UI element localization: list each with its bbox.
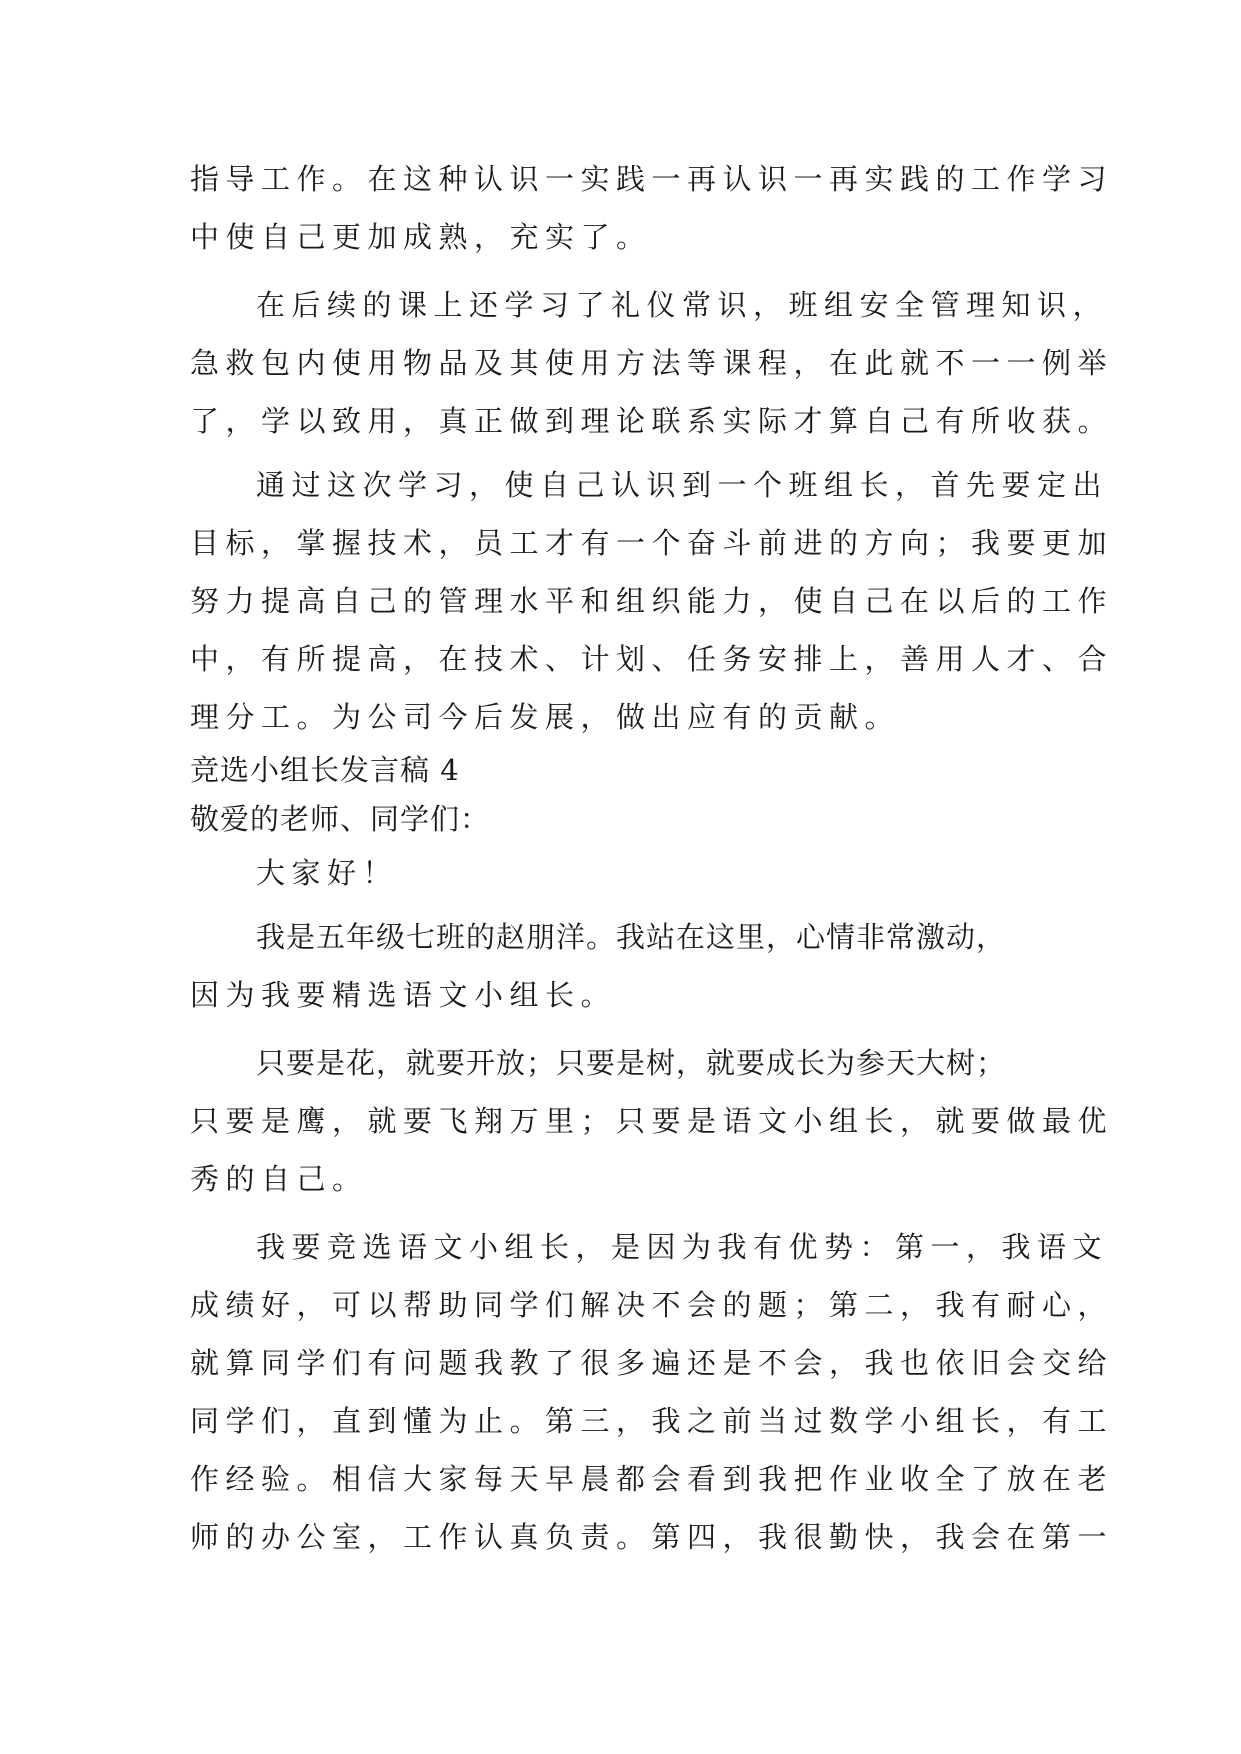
salutation: 敬爱的老师、同学们： [190,802,491,836]
paragraph-line: 了，学以致用，真正做到理论联系实际才算自己有所收获。 [190,404,1114,438]
paragraph-line: 就算同学们有问题我教了很多遍还是不会，我也依旧会交给 [190,1346,1114,1380]
greeting: 大家好！ [256,856,399,890]
paragraph-line: 中使自己更加成熟，充实了。 [190,220,652,254]
paragraph-line: 急救包内使用物品及其使用方法等课程，在此就不一一例举 [190,346,1114,380]
document-page [190,150,1114,1566]
paragraph-line: 理分工。为公司今后发展，做出应有的贡献。 [190,700,901,734]
paragraph-line: 努力提高自己的管理水平和组织能力，使自己在以后的工作 [190,584,1114,618]
paragraph-line: 我要竞选语文小组长，是因为我有优势：第一，我语文 [256,1230,1109,1264]
section-heading: 竞选小组长发言稿 4 [190,753,460,787]
paragraph-line: 同学们，直到懂为止。第三，我之前当过数学小组长，有工 [190,1404,1114,1438]
paragraph-line: 目标，掌握技术，员工才有一个奋斗前进的方向；我要更加 [190,526,1114,560]
paragraph-line: 秀的自己。 [190,1162,368,1196]
paragraph-line: 成绩好，可以帮助同学们解决不会的题；第二，我有耐心， [190,1288,1114,1322]
paragraph-line: 只要是鹰，就要飞翔万里；只要是语文小组长，就要做最优 [190,1104,1114,1138]
paragraph-line: 在后续的课上还学习了礼仪常识，班组安全管理知识， [256,288,1109,322]
paragraph-line: 我是五年级七班的赵朋洋。我站在这里，心情非常激动， [256,920,1007,954]
paragraph-line: 中，有所提高，在技术、计划、任务安排上，善用人才、合 [190,642,1114,676]
paragraph-line: 通过这次学习，使自己认识到一个班组长，首先要定出 [256,468,1109,502]
paragraph-line: 作经验。相信大家每天早晨都会看到我把作业收全了放在老 [190,1462,1114,1496]
paragraph-line: 因为我要精选语文小组长。 [190,978,617,1012]
paragraph-line: 只要是花，就要开放；只要是树，就要成长为参天大树； [256,1046,1007,1080]
paragraph-line: 指导工作。在这种认识一实践一再认识一再实践的工作学习 [190,162,1114,196]
paragraph-line: 师的办公室，工作认真负责。第四，我很勤快，我会在第一 [190,1520,1114,1554]
